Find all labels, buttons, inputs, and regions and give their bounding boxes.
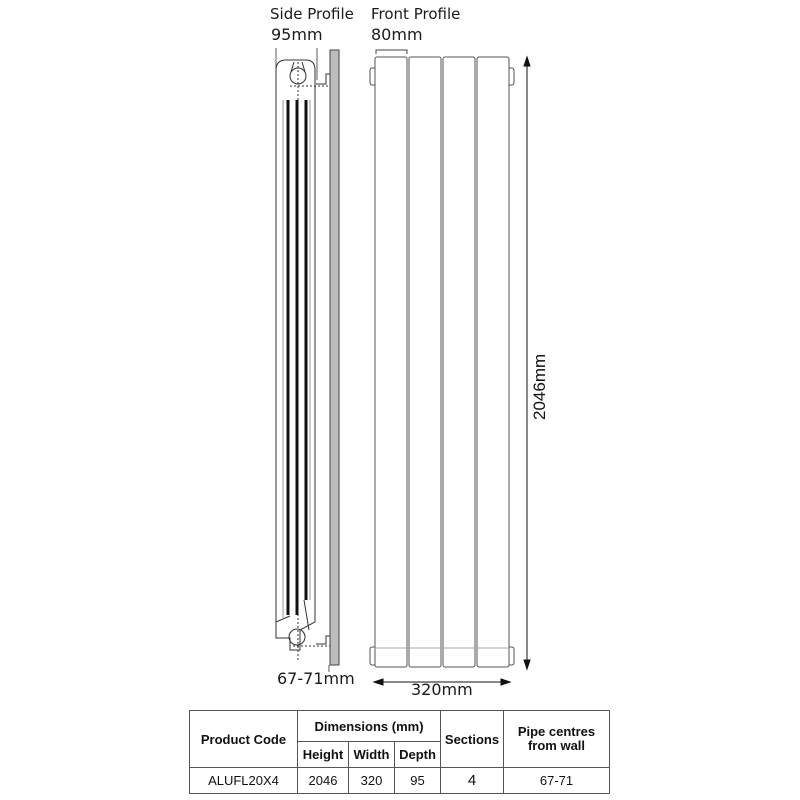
cell-height: 2046	[298, 768, 349, 794]
height-dimension-arrow	[524, 57, 530, 669]
front-profile-drawing	[370, 50, 514, 667]
side-profile-depth-label: 95mm	[271, 25, 323, 44]
pipe-centres-label: 67-71mm	[277, 669, 355, 688]
table-row	[190, 768, 610, 794]
header-product-code: Product Code	[190, 711, 298, 768]
cell-pipe-centres: 67-71	[504, 768, 610, 794]
total-width-label: 320mm	[411, 680, 473, 699]
header-dimensions: Dimensions (mm)	[298, 711, 441, 742]
height-dimension-label: 2046mm	[530, 353, 549, 420]
side-profile-fins	[288, 100, 306, 615]
cell-depth: 95	[395, 768, 441, 794]
header-depth: Depth	[395, 742, 441, 768]
header-pipe-centres: Pipe centres from wall	[504, 711, 610, 768]
header-height: Height	[298, 742, 349, 768]
front-profile-title: Front Profile	[371, 5, 461, 23]
width-dimension-arrow	[374, 679, 510, 685]
specification-table	[189, 710, 610, 794]
cell-width: 320	[349, 768, 395, 794]
side-profile-title: Side Profile	[270, 5, 354, 23]
cell-sections: 4	[441, 768, 504, 794]
cell-product-code: ALUFL20X4	[190, 768, 298, 794]
header-sections: Sections	[441, 711, 504, 768]
section-width-label: 80mm	[371, 25, 423, 44]
header-width: Width	[349, 742, 395, 768]
